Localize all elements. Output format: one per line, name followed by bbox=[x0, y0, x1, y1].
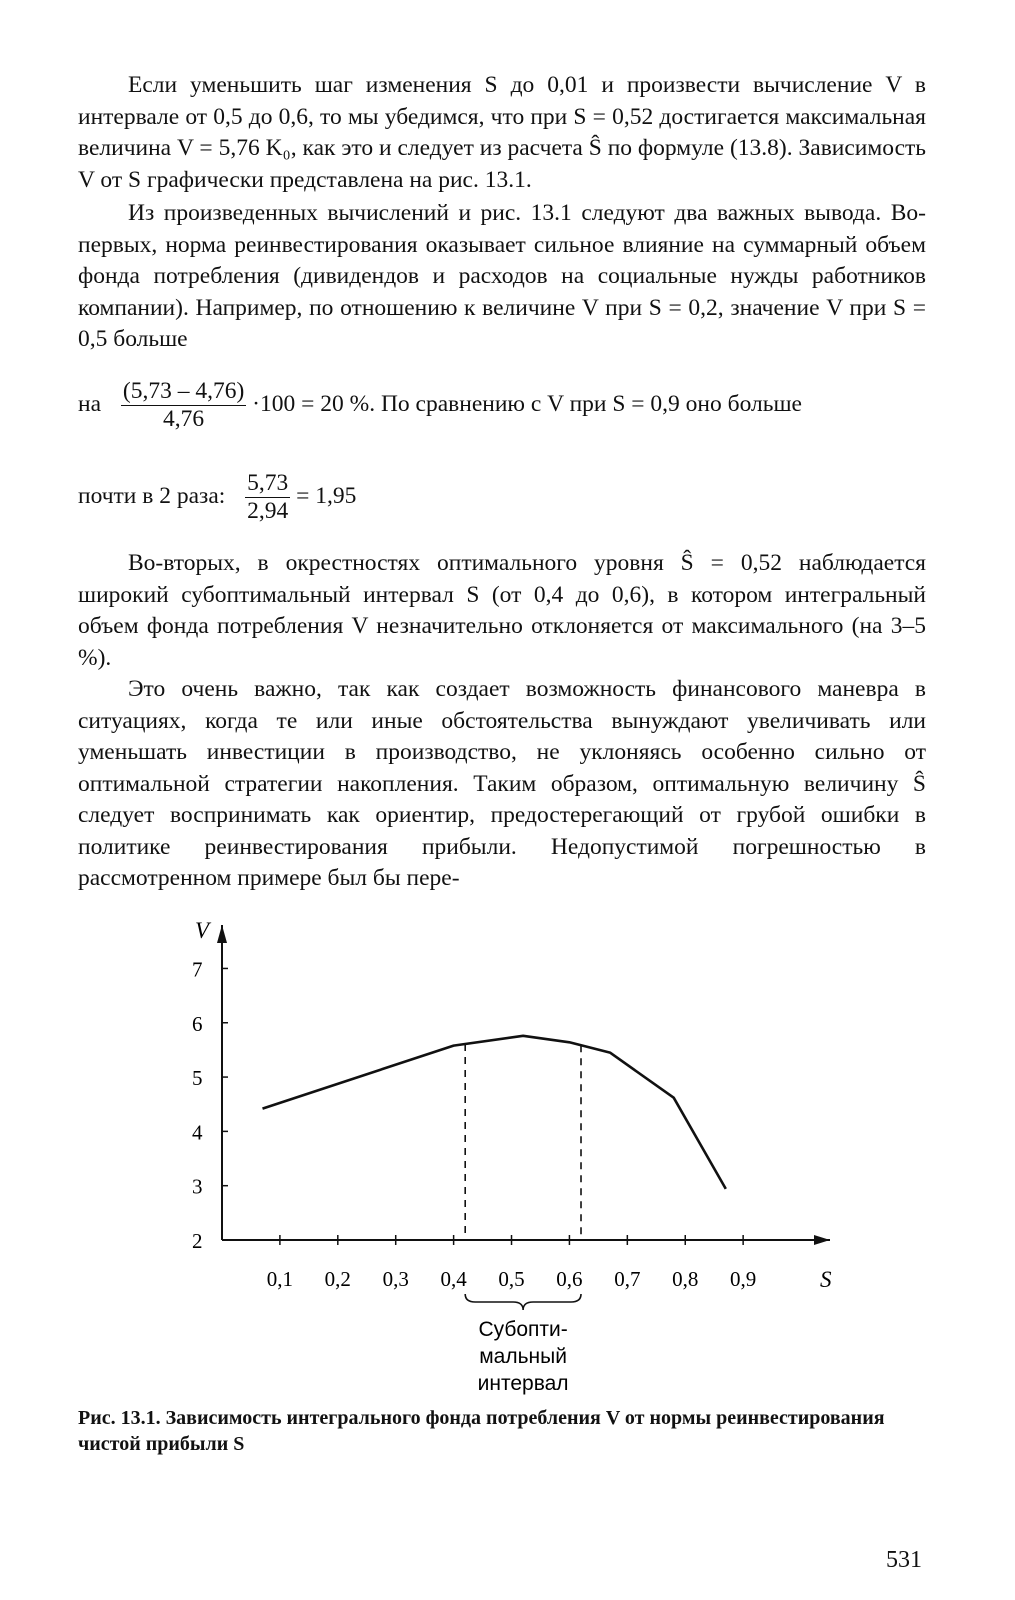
formula-2-denominator: 2,94 bbox=[247, 498, 289, 524]
paragraph-1-text: Если уменьшить шаг изменения S до 0,01 и произвести вычисление V в интервале от 0,5 до 0,6, то мы убедимся, что при S = 0,52 достигается максимальная величина V = 5,76 K₀, как это и следует из расчета Ŝ по формуле (13.8). Зависимость V от S графически представлена на рис. 13.1. bbox=[78, 72, 926, 193]
formula-1-denominator: 4,76 bbox=[163, 406, 205, 432]
formula-2-prefix: почти в 2 раза: bbox=[78, 482, 226, 509]
x-tick-label: 0,2 bbox=[324, 1267, 351, 1291]
brace-label: мальный bbox=[479, 1345, 567, 1368]
y-axis-arrow bbox=[217, 925, 227, 943]
x-tick-label: 0,7 bbox=[614, 1267, 641, 1291]
chart-axes bbox=[195, 918, 832, 1292]
formula-1-prefix: на bbox=[78, 390, 102, 417]
formula-1-numerator: (5,73 – 4,76) bbox=[122, 378, 245, 404]
x-axis-label: S bbox=[820, 1267, 832, 1292]
y-tick-label: 7 bbox=[192, 957, 203, 982]
paragraph-3-text: Во-вторых, в окрестностях оптимального уровня Ŝ = 0,52 наблюдается широкий субоптимальный интервал S (от 0,4 до 0,6), в котором интегральный объем фонда потребления V незначительно отклоняется от максимального (на 3–5 %). bbox=[78, 550, 926, 671]
x-tick-label: 0,6 bbox=[556, 1267, 583, 1291]
chart-dashed-lines bbox=[465, 1044, 581, 1240]
formula-1-suffix: ·100 = 20 %. По сравнению с V при S = 0,9 оно больше bbox=[252, 390, 802, 417]
y-tick-label: 4 bbox=[192, 1120, 203, 1145]
chart-series bbox=[263, 1036, 726, 1189]
y-tick-label: 2 bbox=[192, 1229, 203, 1253]
x-axis-arrow bbox=[814, 1235, 830, 1245]
x-tick-label: 0,4 bbox=[440, 1267, 467, 1291]
figure-caption: Рис. 13.1. Зависимость интегрального фонда потребления V от нормы реинвестирования чистой прибыли S bbox=[78, 1407, 885, 1455]
y-tick-label: 6 bbox=[192, 1011, 203, 1036]
x-tick-label: 0,8 bbox=[672, 1267, 699, 1291]
y-tick-label: 5 bbox=[192, 1066, 203, 1091]
x-tick-label: 0,3 bbox=[382, 1267, 409, 1291]
paragraph-4-text: Это очень важно, так как создает возможность финансового маневра в ситуациях, когда те или иные обстоятельства вынуждают увеличивать или уменьшать инвестиции в производство, не уклоняясь особенно сильно от оптимальной стратегии накопления. Таким образом, оптимальную величину Ŝ следует воспринимать как ориентир, предостерегающий от грубой ошибки в политике реинвестирования прибыли. Недопустимой погрешностью в рассмотренном примере был бы пере- bbox=[78, 676, 926, 891]
brace-shape bbox=[465, 1294, 581, 1310]
x-tick-label: 0,5 bbox=[498, 1267, 525, 1291]
paragraph-2-text: Из произведенных вычислений и рис. 13.1 следуют два важных вывода. Во-первых, норма реинвестирования оказывает сильное влияние на суммарный объем фонда потребления (дивидендов и расходов на социальные нужды работников компании). Например, по отношению к величине V при S = 0,2, значение V при S = 0,5 больше bbox=[78, 200, 926, 352]
formula-2-suffix: = 1,95 bbox=[296, 482, 357, 509]
brace-label: Субопти- bbox=[478, 1318, 568, 1341]
v-curve bbox=[263, 1036, 726, 1189]
formula-2-numerator: 5,73 bbox=[247, 470, 289, 496]
brace-label: интервал bbox=[477, 1372, 569, 1395]
suboptimal-brace bbox=[465, 1294, 581, 1395]
y-axis-label: V bbox=[195, 918, 210, 943]
y-tick-label: 3 bbox=[192, 1174, 203, 1199]
page-number: 531 bbox=[886, 1547, 922, 1573]
x-tick-label: 0,9 bbox=[730, 1267, 757, 1291]
x-tick-label: 0,1 bbox=[266, 1267, 294, 1291]
